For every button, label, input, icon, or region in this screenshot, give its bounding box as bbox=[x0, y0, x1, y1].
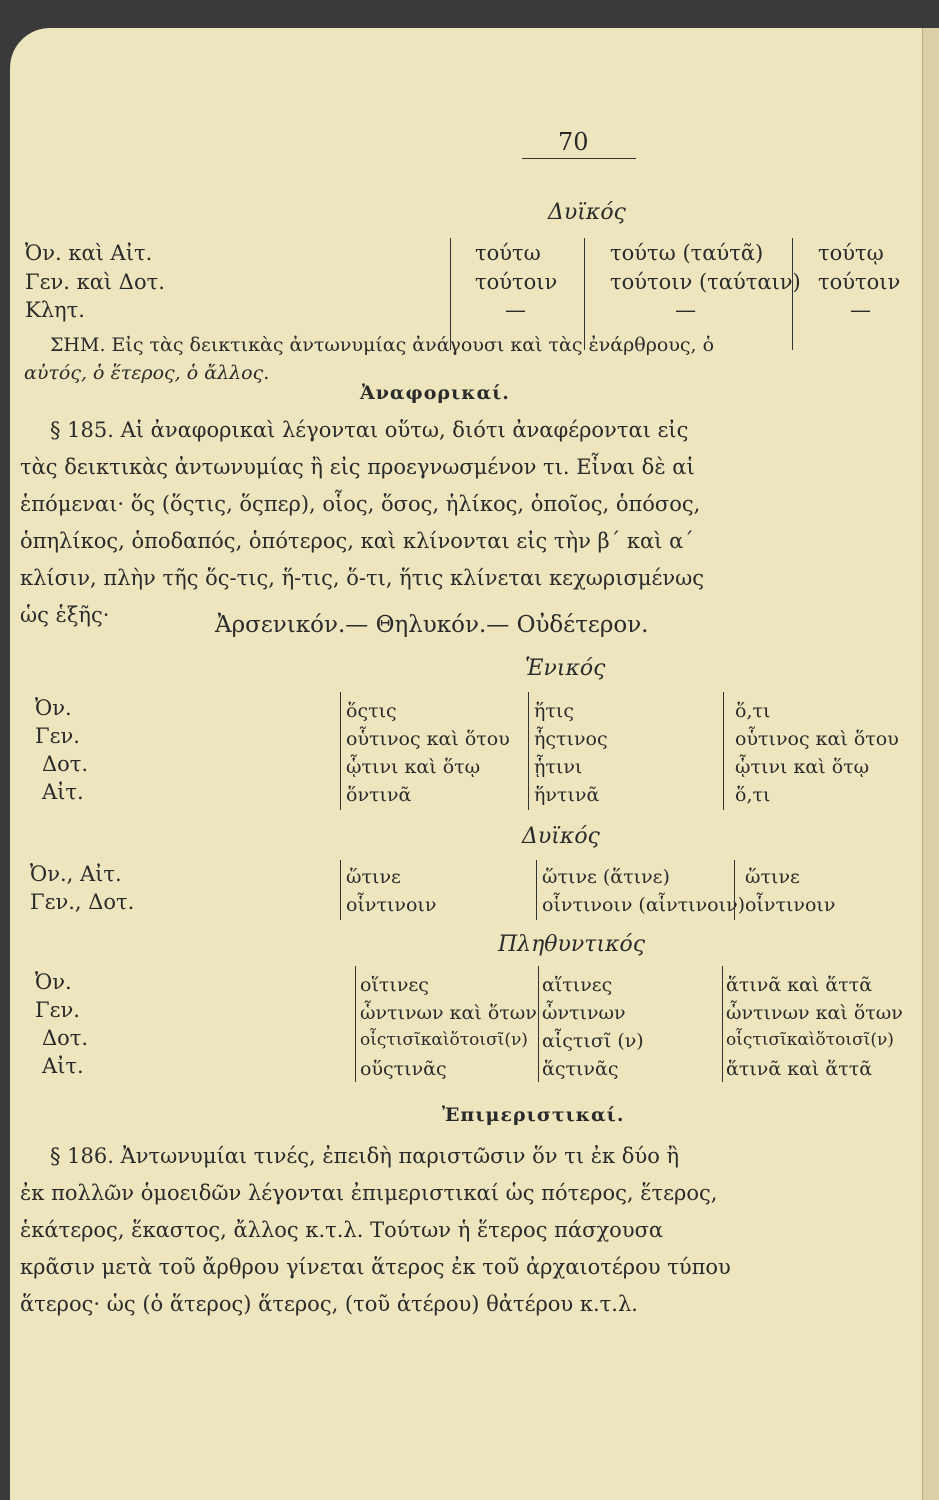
paragraph-line: ἅτερος· ὡς (ὁ ἅτερος) ἅτερος, (τοῦ ἁτέρου) θἀτέρου κ.τ.λ. bbox=[20, 1292, 638, 1316]
table-cell: οἷντινοιν bbox=[745, 894, 836, 916]
paragraph-line: κλίσιν, πλὴν τῆς ὅς-τις, ἥ-τις, ὅ-τι, ἥτις κλίνεται κεχωρισμένως bbox=[20, 566, 705, 590]
case-label: Αἰτ. bbox=[42, 1054, 84, 1078]
paragraph-line: ἑκάτερος, ἕκαστος, ἄλλος κ.τ.λ. Τούτων ἡ ἕτερος πάσχουσα bbox=[20, 1218, 664, 1242]
table-cell: — bbox=[850, 298, 871, 322]
table-cell: αἵτινες bbox=[542, 974, 613, 996]
section-heading-distributive: Ἐπιμεριστικαί. bbox=[442, 1104, 625, 1126]
case-label: Ὀν. καὶ Αἰτ. bbox=[25, 241, 153, 265]
table-cell: ὧντινων καὶ ὅτων bbox=[360, 1002, 537, 1024]
table-cell: τούτοιν bbox=[475, 270, 558, 294]
case-label: Ὀν., Αἰτ. bbox=[30, 862, 122, 886]
table-cell: ὅντινᾶ bbox=[346, 784, 412, 806]
paragraph-186 bbox=[20, 1138, 910, 1323]
table-cell: τούτω bbox=[475, 241, 541, 265]
table-cell: ὥτινε bbox=[745, 866, 800, 888]
book-spine-edge bbox=[922, 28, 939, 1500]
case-label: Γεν. bbox=[35, 998, 80, 1022]
table-cell: ὧντινων bbox=[542, 1002, 626, 1024]
table-cell: ἅτινᾶ καὶ ἅττᾶ bbox=[726, 1058, 873, 1080]
table-cell: ὅςτις bbox=[346, 700, 397, 722]
case-label: Γεν. bbox=[35, 724, 80, 748]
table-divider bbox=[355, 966, 356, 1082]
dual-heading: Δυϊκός bbox=[522, 824, 600, 849]
table-divider bbox=[722, 966, 723, 1082]
table-cell: τούτω (ταύτᾶ) bbox=[610, 241, 764, 265]
gender-headers: Ἀρσενικόν.— Θηλυκόν.— Οὐδέτερον. bbox=[215, 612, 649, 638]
case-label: Δοτ. bbox=[42, 1026, 89, 1050]
table-divider bbox=[340, 860, 341, 920]
section-heading-relative: Ἀναφορικαί. bbox=[360, 382, 510, 404]
table-cell: ὥτινε (ἅτινε) bbox=[542, 866, 670, 888]
plural-heading: Πληθυντικός bbox=[498, 932, 646, 957]
table-cell: ᾧτινι καὶ ὅτῳ bbox=[735, 756, 870, 778]
paragraph-line: ἐκ πολλῶν ὁμοειδῶν λέγονται ἐπιμεριστικαί ὡς πότερος, ἕτερος, bbox=[20, 1181, 718, 1205]
table-cell: ἥντινᾶ bbox=[534, 784, 600, 806]
case-label: Κλητ. bbox=[25, 298, 85, 322]
case-label: Δοτ. bbox=[42, 752, 89, 776]
table-cell: — bbox=[505, 298, 526, 322]
page-number: 70 bbox=[558, 128, 589, 156]
table-cell: ἥτις bbox=[534, 700, 574, 722]
paragraph-line: § 185. Αἱ ἀναφορικαὶ λέγονται οὕτω, διότι ἀναφέρονται εἰς bbox=[50, 418, 689, 442]
table-cell: ὅ,τι bbox=[735, 784, 771, 806]
table-cell: ἅτινᾶ καὶ ἅττᾶ bbox=[726, 974, 873, 996]
table-cell: ᾗτινι bbox=[534, 756, 583, 778]
book-page bbox=[10, 28, 939, 1500]
table-divider bbox=[528, 692, 529, 810]
table-cell: οὗτινος καὶ ὅτου bbox=[735, 728, 899, 750]
table-cell: ἅςτινᾶς bbox=[542, 1058, 619, 1080]
note-line: αὐτός, ὁ ἕτερος, ὁ ἄλλος. bbox=[24, 362, 270, 384]
case-label: Γεν. καὶ Δοτ. bbox=[25, 270, 165, 294]
case-label: Ὀν. bbox=[35, 696, 72, 720]
case-label: Γεν., Δοτ. bbox=[30, 890, 135, 914]
case-label: Αἰτ. bbox=[42, 780, 84, 804]
table-divider bbox=[340, 692, 341, 810]
paragraph-line: ἑπόμεναι· ὅς (ὅςτις, ὅςπερ), οἷος, ὅσος, ἡλίκος, ὁποῖος, ὁπόσος, bbox=[20, 492, 701, 516]
table-cell: τούτοιν bbox=[818, 270, 901, 294]
table-cell: οἷντινοιν (αἷντινοιν) bbox=[542, 894, 746, 916]
paragraph-line: ὡς ἑξῆς· bbox=[20, 603, 110, 627]
table-cell: οἵτινες bbox=[360, 974, 429, 996]
table-cell: αἷςτισῖ (ν) bbox=[542, 1030, 644, 1052]
table-cell: ᾧτινι καὶ ὅτῳ bbox=[346, 756, 481, 778]
paragraph-line: κρᾶσιν μετὰ τοῦ ἄρθρου γίνεται ἅτερος ἐκ τοῦ ἀρχαιοτέρου τύπου bbox=[20, 1255, 731, 1279]
paragraph-line: § 186. Ἀντωνυμίαι τινές, ἐπειδὴ παριστῶσιν ὅν τι ἐκ δύο ἢ bbox=[50, 1144, 680, 1168]
table-cell: οὕςτινᾶς bbox=[360, 1058, 447, 1080]
singular-heading: Ἑνικός bbox=[525, 656, 606, 681]
table-cell: — bbox=[675, 298, 696, 322]
table-divider bbox=[723, 692, 724, 810]
table-cell: οἷντινοιν bbox=[346, 894, 437, 916]
table-cell: τούτοιν (ταύταιν) bbox=[610, 270, 801, 294]
paragraph-line: ὁπηλίκος, ὁποδαπός, ὁπότερος, καὶ κλίνονται εἰς τὴν β΄ καὶ α΄ bbox=[20, 529, 694, 553]
dual-demonstrative-heading: Δυϊκός bbox=[548, 200, 626, 225]
paragraph-185 bbox=[20, 412, 910, 634]
table-cell: οὗτινος καὶ ὅτου bbox=[346, 728, 510, 750]
note-line: ΣΗΜ. Εἰς τὰς δεικτικὰς ἀντωνυμίας ἀνάγουσι καὶ τὰς ἐνάρθρους, ὁ bbox=[50, 334, 715, 356]
paragraph-line: τὰς δεικτικὰς ἀντωνυμίας ἢ εἰς προεγνωσμένον τι. Εἶναι δὲ αἱ bbox=[20, 455, 695, 479]
table-cell: ὧντινων καὶ ὅτων bbox=[726, 1002, 903, 1024]
page-number-rule bbox=[522, 158, 636, 159]
table-divider bbox=[536, 860, 537, 920]
table-cell: ὥτινε bbox=[346, 866, 401, 888]
table-cell: οἷςτισῖκαὶὅτοισῖ(ν) bbox=[726, 1030, 894, 1050]
table-cell: οἷςτισῖκαὶὅτοισῖ(ν) bbox=[360, 1030, 528, 1050]
table-cell: τούτῳ bbox=[818, 241, 884, 265]
table-divider bbox=[792, 238, 793, 350]
table-divider bbox=[538, 966, 539, 1082]
table-cell: ὅ,τι bbox=[735, 700, 771, 722]
case-label: Ὀν. bbox=[35, 970, 72, 994]
table-cell: ἧςτινος bbox=[534, 728, 608, 750]
